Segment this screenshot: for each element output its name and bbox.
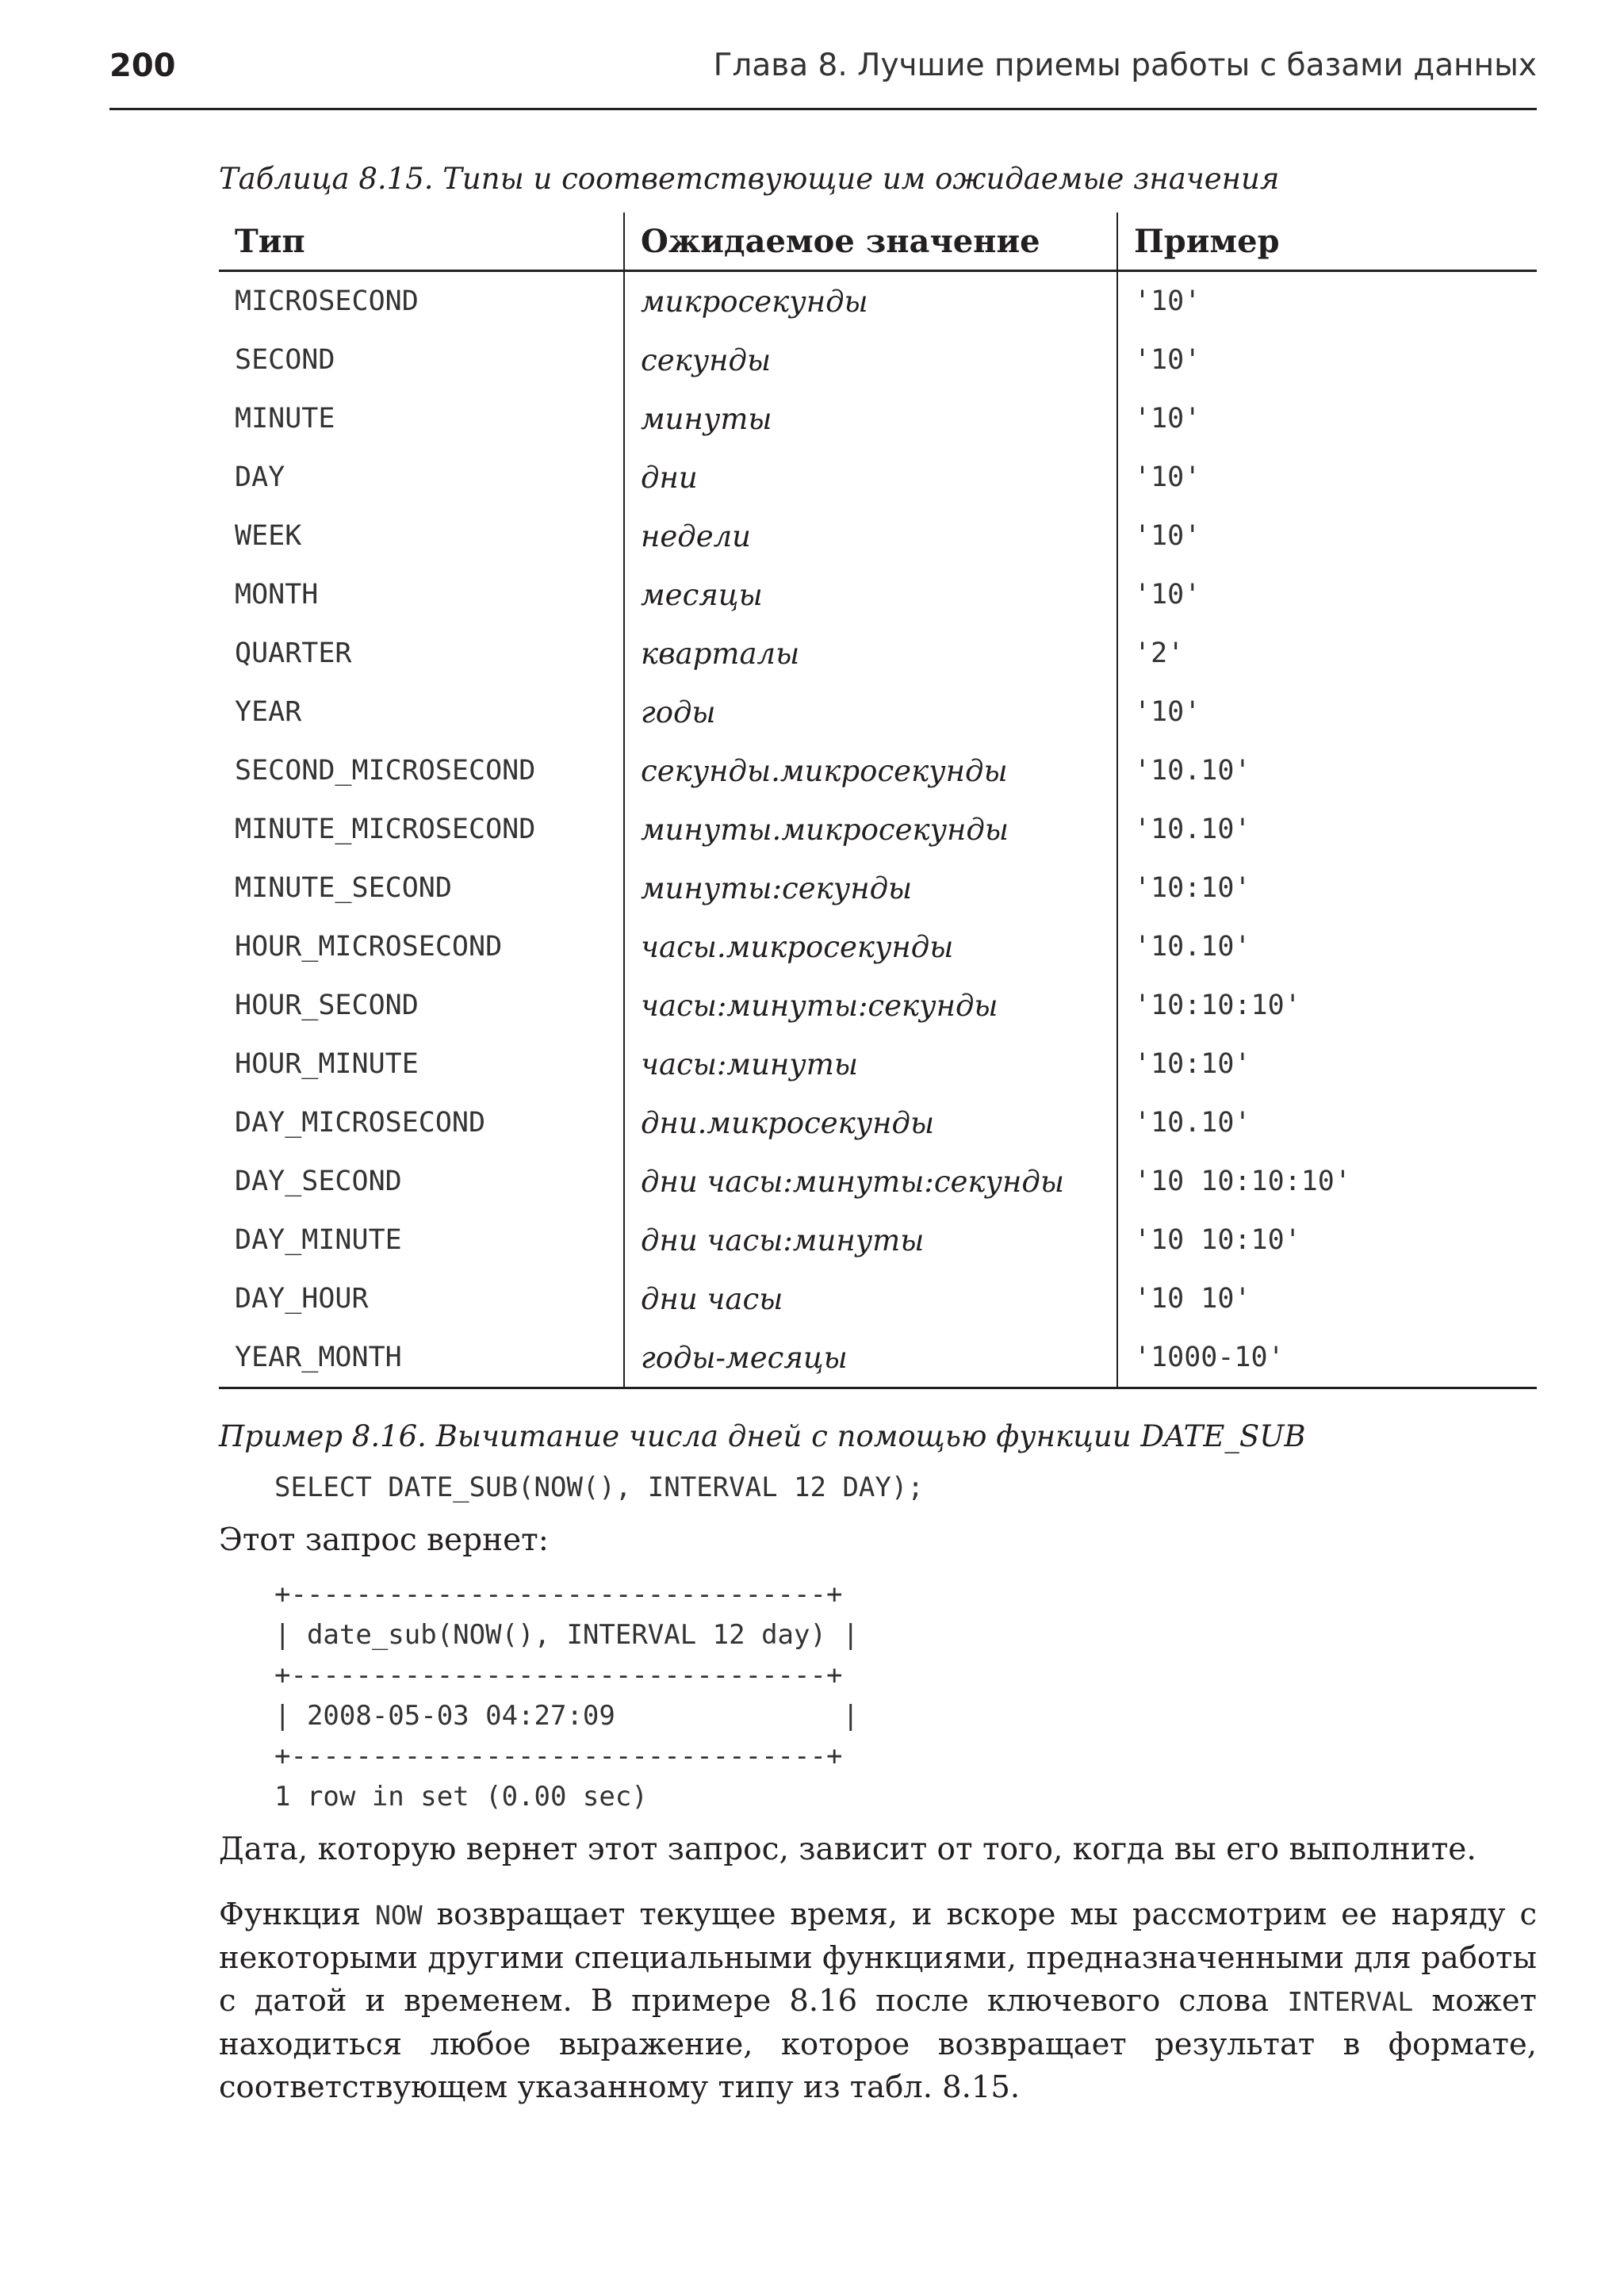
cell-type: HOUR_MICROSECOND	[219, 917, 624, 976]
cell-example: '10.10'	[1134, 755, 1251, 787]
cell-type: MINUTE_SECOND	[219, 859, 624, 917]
table-row	[219, 565, 1537, 624]
cell-expected-value: секунды	[624, 331, 1117, 389]
cell-type: HOUR_SECOND	[219, 976, 624, 1035]
types-table	[219, 212, 1537, 1389]
result-line: | 2008-05-03 04:27:09 |	[274, 1700, 859, 1732]
cell-expected-value: часы:минуты:секунды	[624, 976, 1117, 1035]
column-header-type: Тип	[219, 212, 624, 271]
cell-expected-value: годы	[624, 683, 1117, 741]
result-line: 1 row in set (0.00 sec)	[274, 1781, 648, 1813]
cell-example: '10'	[1134, 403, 1201, 435]
cell-example: '2'	[1134, 637, 1185, 669]
table-row	[219, 859, 1537, 917]
cell-expected-value: месяцы	[624, 565, 1117, 624]
cell-expected-value: минуты	[624, 389, 1117, 448]
cell-example: '10.10'	[1134, 814, 1251, 845]
paragraph-text: Функция	[219, 1897, 375, 1932]
cell-type: QUARTER	[219, 624, 624, 683]
cell-expected-value: дни часы	[624, 1269, 1117, 1328]
table-row	[219, 683, 1537, 741]
table-body	[219, 271, 1537, 1388]
cell-example: '10'	[1134, 579, 1201, 611]
query-result	[274, 1575, 859, 1817]
column-header-example: Пример	[1117, 212, 1537, 271]
table-row	[219, 389, 1537, 448]
cell-example: '10'	[1134, 520, 1201, 552]
cell-type: WEEK	[219, 507, 624, 565]
cell-example: '10 10'	[1134, 1283, 1251, 1315]
result-line: +---------------------------------+	[274, 1740, 843, 1772]
cell-example: '10:10'	[1134, 872, 1251, 904]
cell-example: '10'	[1134, 344, 1201, 376]
table-row	[219, 331, 1537, 389]
table-row	[219, 1093, 1537, 1152]
cell-example: '10 10:10'	[1134, 1224, 1301, 1256]
page-number: 200	[109, 48, 176, 84]
function-paragraph	[219, 1893, 1537, 2109]
cell-expected-value: часы:минуты	[624, 1035, 1117, 1093]
cell-type: MINUTE_MICROSECOND	[219, 800, 624, 859]
result-line: | date_sub(NOW(), INTERVAL 12 day) |	[274, 1619, 859, 1651]
table-row	[219, 448, 1537, 507]
running-title: Глава 8. Лучшие приемы работы с базами данных	[713, 48, 1537, 83]
cell-type: YEAR_MONTH	[219, 1328, 624, 1388]
paragraph-text: возвращает текущее время, и вскоре мы рассмотрим ее наряду с некоторыми другими специальными функциями, предназначенными для работы с датой и временем. В примере 8.16 после ключевого слова	[219, 1897, 1538, 2019]
result-line: +---------------------------------+	[274, 1660, 843, 1691]
cell-expected-value: микросекунды	[624, 271, 1117, 331]
cell-expected-value: дни	[624, 448, 1117, 507]
result-line: +---------------------------------+	[274, 1579, 843, 1610]
cell-example: '10'	[1134, 696, 1201, 728]
cell-type: YEAR	[219, 683, 624, 741]
cell-type: MICROSECOND	[219, 271, 624, 331]
cell-type: MONTH	[219, 565, 624, 624]
table-row	[219, 507, 1537, 565]
cell-expected-value: дни часы:минуты:секунды	[624, 1152, 1117, 1211]
returns-text: Этот запрос вернет:	[219, 1522, 549, 1558]
table-row	[219, 741, 1537, 800]
table-row	[219, 1328, 1537, 1388]
cell-expected-value: минуты.микросекунды	[624, 800, 1117, 859]
column-header-expected-value: Ожидаемое значение	[624, 212, 1117, 271]
table-row	[219, 1035, 1537, 1093]
table-row	[219, 800, 1537, 859]
cell-expected-value: минуты:секунды	[624, 859, 1117, 917]
cell-example: '1000-10'	[1117, 1328, 1537, 1388]
cell-expected-value: годы-месяцы	[624, 1328, 1117, 1388]
page-header	[109, 41, 1537, 89]
example-caption: Пример 8.16. Вычитание числа дней с помощью функции DATE_SUB	[219, 1419, 1306, 1453]
cell-type: DAY_MINUTE	[219, 1211, 624, 1269]
cell-example: '10'	[1134, 285, 1201, 317]
cell-example: '10.10'	[1134, 1107, 1251, 1139]
cell-type: MINUTE	[219, 389, 624, 448]
cell-expected-value: кварталы	[624, 624, 1117, 683]
cell-example: '10'	[1134, 461, 1201, 493]
cell-example: '10:10'	[1134, 1048, 1251, 1080]
cell-expected-value: дни.микросекунды	[624, 1093, 1117, 1152]
cell-example: '10 10:10:10'	[1134, 1166, 1351, 1197]
table-row	[219, 976, 1537, 1035]
cell-type: SECOND_MICROSECOND	[219, 741, 624, 800]
cell-type: DAY_HOUR	[219, 1269, 624, 1328]
cell-expected-value: секунды.микросекунды	[624, 741, 1117, 800]
table-header-row	[219, 212, 1537, 271]
cell-type: DAY	[219, 448, 624, 507]
paragraph-text: может находиться любое выражение, которое возвращает результат в формате, соответствующем указанному типу из табл. 8.15.	[219, 1983, 1537, 2105]
header-divider	[109, 108, 1537, 110]
table-row	[219, 271, 1537, 331]
table-row	[219, 1211, 1537, 1269]
table-row	[219, 1269, 1537, 1328]
sql-query: SELECT DATE_SUB(NOW(), INTERVAL 12 DAY);	[274, 1472, 924, 1503]
cell-type: DAY_SECOND	[219, 1152, 624, 1211]
date-paragraph: Дата, которую вернет этот запрос, зависит от того, когда вы его выполните.	[219, 1832, 1477, 1867]
cell-type: DAY_MICROSECOND	[219, 1093, 624, 1152]
inline-code-now: NOW	[374, 1900, 423, 1931]
cell-expected-value: часы.микросекунды	[624, 917, 1117, 976]
table-row	[219, 624, 1537, 683]
table-row	[219, 917, 1537, 976]
inline-code-interval: INTERVAL	[1287, 1986, 1414, 2017]
cell-expected-value: недели	[624, 507, 1117, 565]
cell-example: '10.10'	[1134, 931, 1251, 963]
table-caption: Таблица 8.15. Типы и соответствующие им ожидаемые значения	[219, 162, 1280, 196]
cell-expected-value: дни часы:минуты	[624, 1211, 1117, 1269]
cell-example: '10:10:10'	[1134, 990, 1301, 1021]
cell-type: HOUR_MINUTE	[219, 1035, 624, 1093]
table-row	[219, 1152, 1537, 1211]
cell-type: SECOND	[219, 331, 624, 389]
